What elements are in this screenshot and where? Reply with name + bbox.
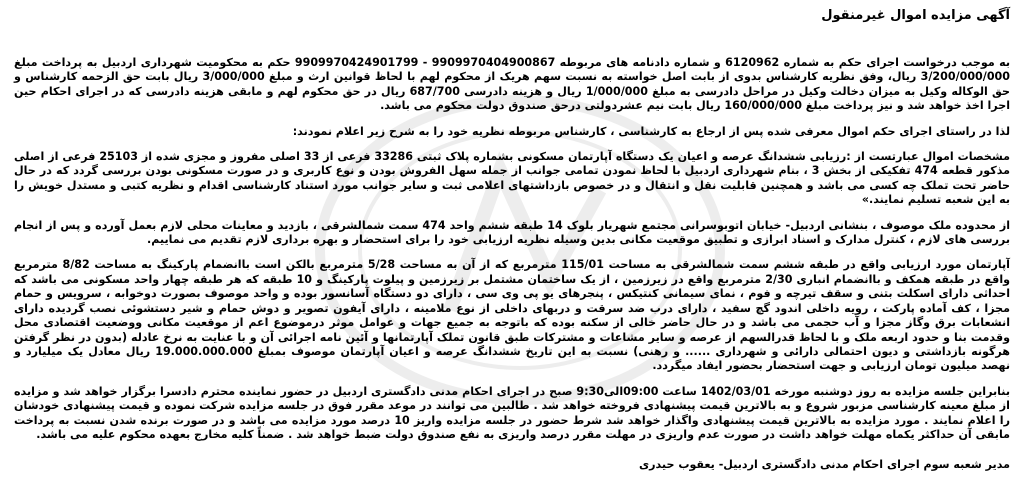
paragraph-location: از محدوده ملک موصوف ، بنشانی اردبیل- خیابان اتوبوسرانی مجتمع شهریار بلوک 14 طبقه ششم واحد 474 سمت شمالشرقی ، بازدید و معاینات محلی لازم بعمل آورده و پس از انجام بررسی های لازم ، کنترل مدارک و اسناد ابرازی و تطبیق موقعیت مکانی بدین وسیله نظریه ارزیابی خود را برای استحضار و بهره برداری لازم تقدیم می نماییم. [14, 218, 1011, 247]
notice-title: آگهی مزایده اموال غیرمنقول [821, 8, 1010, 23]
notice-document [14, 6, 1010, 496]
signature-line: مدیر شعبه سوم اجرای احکام مدنی دادگستری اردبیل- یعقوب حیدری [638, 458, 1010, 472]
paragraph-ruling: به موجب درخواست اجرای حکم به شماره 6120962 و شماره دادنامه های مربوطه 9909970404900867 - 9909970424901799 حکم به محکومیت شهرداری اردبیل به پرداخت مبلغ 3/200/000/000 ریال، وفق نظریه کارشناس بدوی از بابت اصل خواسته به نسبت سهم هریک از محکوم لهم با لحاظ قوانین ارث و مبلغ 3/000/000 ریال بابت حق الزحمه کارشناس و حق الوکاله وکیل به میزان دخالت وکیل در مراحل دادرسی به مبلغ 1/000/000 ریال و هزینه دادرسی 687/700 ریال در حق محکوم لهم و مابقی هزینه دادرسی که در اجرای احکام حین اجرا اخذ خواهد شد و نیز پرداخت مبلغ 160/000/000 ریال بابت نیم عشردولتی درحق صندوق دولت محکوم می باشد. [14, 56, 1010, 113]
paragraph-expert-referral: لذا در راستای اجرای حکم اموال معرفی شده پس از ارجاع به کارشناسی ، کارشناس مربوطه نظریه خود را به شرح زیر اعلام نمودند: [292, 124, 1010, 138]
paragraph-property-spec: مشخصات اموال عبارتست از :رزیابی ششدانگ عرصه و اعیان یک دستگاه آپارتمان مسکونی بشماره پلاک ثبتی 33286 فرعی از 33 اصلی مفروز و مجزی شده از 25103 فرعی از اصلی مذکور قطعه 474 تفکیکی از بخش 3 ، بنام شهرداری اردبیل با لحاظ نمودن تمامی جوانب از جمله سهل الفروش بودن و نوع کاربری و در صورت مسکونی بودن بررسی گردد که در حال حاضر تحت تملک چه کسی می باشد و همچنین قابلیت نقل و انتقال و در خصوص بازداشتهای اعلامی ثبت و سایر جوانب مورد استناد کارشناسی اقدام و نظریه کتبی و مستدل خویش را به این شعبه تسلیم نمایند.» [14, 150, 1010, 207]
paragraph-auction-session: بنابراین جلسه مزایده به روز دوشنبه مورخه 1402/03/01 ساعت 09:00الی9:30 صبح در اجرای احکام مدنی دادگستری اردبیل در حضور نماینده محترم دادسرا برگزار خواهد شد و مزایده از مبلغ معینه کارشناسی مزبور شروع و به بالاترین قیمت پیشنهادی فروخته خواهد شد . طالبین می توانند در موعد مقرر فوق در جلسه مزایده شرکت نموده و قیمت پیشنهادی خودشان را اعلام نمایند . مورد مزایده به بالاترین قیمت پیشنهادی واگذار خواهد شد شرط حضور در جلسه مزایده واریز 10 درصد مورد مزایده می باشد و در صورت برنده شدن نسبت به پرداخت مابقی آن حداکثر یکماه مهلت خواهد داشت در صورت عدم واریزی در مهلت مقرر درصد واریزی به نفع صندوق دولت ضبط خواهد شد . ضمناً کلیه مخارج بعهده محکوم علیه می باشد. [14, 384, 1010, 441]
paragraph-apartment-valuation: آپارتمان مورد ارزیابی واقع در طبقه ششم سمت شمالشرقی به مساحت 115/01 مترمربع که از آن به مساحت 5/28 مترمربع بالکن است باانضمام پارکینگ به مساحت 8/82 مترمربع واقع در طبقه همکف و باانضمام انباری 2/30 مترمربع واقع در زیرزمین ، از یک ساختمان مشتمل بر زیرزمین و پیلوت پارکینگ و 10 طبقه که هر طبقه چهار واحد مسکونی می باشد که احداثی دارای اسکلت بتنی و سقف تیرچه و فوم ، نمای سیمانی کنتیکس ، پنجرهای یو پی وی سی ، دارای دو دستگاه آسانسور بوده و واحد موصوف بصورت دوخوابه ، سرویس و حمام مجزا ، کف آماده پارکت ، رویه داخلی اندود گچ سفید ، دارای درب ضد سرقت و دربهای داخلی از نوع ملامینه ، دارای آیفون تصویر و دوش حمام و شیر دستشوئی نصب گردیده دارای انشعابات برق وگاز مجزا و آب حجمی می باشد و در حال حاضر خالی از سکنه بوده که باتوجه به جمیع جهات و عوامل موثر درموضوع اعم از موقعیت مکانی ووضعیت اقتصادی محل وقدمت بنا و حدود اربعه ملک و با لحاظ قدرالسهم از عرصه و سایر مشاعات و مشترکات طبق قانون تملک آپارتمانها و آئین نامه اجرائی آن و با عنایت به نرخ عادله (بدون در نظر گرفتن هرگونه بازداشتی و دیون احتمالی دارائی و شهرداری ...... و رهنی) نسبت به این تاریخ ششدانگ عرصه و اعیان آپارتمان موصوف بمبلغ 19.000.000.000 ریال معادل یک میلیارد و نهصد میلیون تومان ارزیابی و جهت استحضار بحضور ایفاد میگردد. [14, 258, 1011, 373]
